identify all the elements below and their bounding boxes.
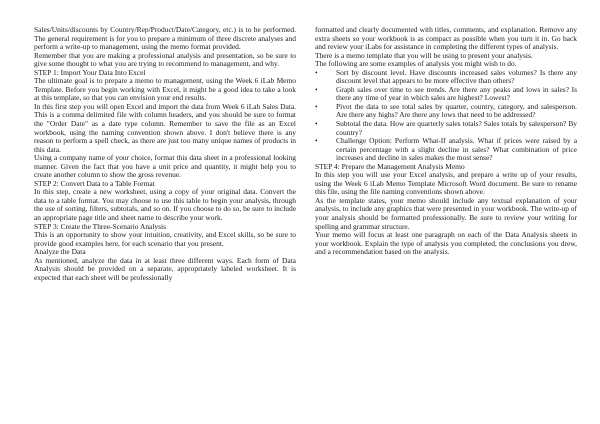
paragraph: As the template states, your memo should include any textual explanation of your analysis, to include any graphics that were presented in your workbook. The write-up of your analysis should be formatted professionally. Be sure to review your writing for spelling and grammar structure.: [315, 195, 577, 231]
bullet-dot: •: [315, 119, 318, 129]
paragraph: In this step you will use your Excel analysis, and prepare a write up of your results, using the Week 6 iLab Memo Template Microsoft Word document. Be sure to rename this file, using the file naming conventions shown above.: [315, 170, 577, 197]
paragraph: Sales/Units/discounts by Country/Rep/Product/Date/Category, etc.) is to be performed. The general requirement is for you to prepare a minimum of three discrete analyses and perform a write-up to management, using the memo format provided.: [34, 25, 296, 52]
bullet-text: Challenge Option: Perform What-If analysis. What if prices were raised by a certain percentage with a slight decline in sales? What combination of price increases and decline in sales makes the most sense?: [336, 136, 577, 163]
bullet-text: Graph sales over time to see trends. Are there any peaks and lows in sales? Is there any time of year in which sales are highest? Lowest?: [336, 84, 577, 103]
paragraph: As mentioned, analyze the data in at least three different ways. Each form of Data Analysis should be provided on a separate, appropriately labeled worksheet. It is expected that each sheet will be professionally: [34, 255, 296, 282]
paragraph: This is an opportunity to show your intuition, creativity, and Excel skills, so be sure to provide good examples here, for each scenario that you present.: [34, 230, 296, 248]
bullet-dot: •: [315, 101, 318, 111]
bullet-item: [315, 120, 577, 137]
paragraph: The following are some examples of analysis you might wish to do.: [315, 59, 517, 69]
paragraph: Using a company name of your choice, format this data sheet in a professional looking manner. Given the fact that you have a unit price and quantity, it might help you to create another column to show the gross revenue.: [34, 153, 296, 180]
bullet-text: Sort by discount level. Have discounts increased sales volumes? Is there any discount level that appears to be more effective than others?: [336, 67, 577, 86]
bullet-dot: •: [315, 67, 318, 77]
paragraph: The ultimate goal is to prepare a memo to management, using the Week 6 iLab Memo Template. Before you begin working with Excel, it might be a good idea to take a look at this template, so that you can envision your end results.: [34, 76, 296, 103]
step-heading: STEP 1: Import Your Data Into Excel: [34, 67, 146, 77]
bullet-dot: •: [315, 136, 318, 146]
left-column: [34, 26, 296, 282]
paragraph: In this first step you will open Excel and import the data from Week 6 iLab Sales Data. This is a comma delimited file with column headers, and you should be sure to format the "Order Date" as a date type column. Remember to save the file as an Excel workbook, using the naming convention shown above. I don't believe there is any reason to perform a spell check, as there are just too many unique names of products in this data.: [34, 101, 296, 154]
section-heading: Analyze the Data: [34, 247, 86, 257]
bullet-item: [315, 137, 577, 163]
bullet-text: Subtotal the data. How are quarterly sales totals? Sales totals by salesperson? By country?: [336, 119, 577, 137]
paragraph: Remember that you are making a professional analysis and presentation, so be sure to give some thought to what you are trying to recommend to management, and why.: [34, 50, 296, 69]
paragraph: formatted and clearly documented with titles, comments, and explanation. Remove any extra sheets so your workbook is as compact as possible when you turn it in. Go back and review your iLabs for assistance in completing the different types of analysis.: [315, 25, 577, 52]
bullet-item: [315, 103, 577, 120]
step-heading: STEP 4: Prepare the Management Analysis Memo: [315, 161, 465, 171]
step-heading: STEP 3: Create the Three-Scenario Analysis: [34, 221, 166, 231]
right-column: [315, 26, 577, 257]
bullet-item: [315, 86, 577, 103]
paragraph: There is a memo template that you will be using to present your analysis.: [315, 50, 533, 60]
bullet-dot: •: [315, 84, 318, 94]
bullet-text: Pivot the data to see total sales by quarter, country, category, and salesperson. Are there any highs? Are there any lows that need to be addressed?: [336, 101, 577, 120]
step-heading: STEP 2: Convert Data to a Table Format: [34, 178, 155, 188]
bullet-item: [315, 69, 577, 86]
paragraph: In this step, create a new worksheet, using a copy of your original data. Convert the data to a table format. You may choose to use this table to begin your analysis, through the use of sorting, filters, subtotals, and so on. If you choose to do so, be sure to include an appropriate page title and sheet name to describe your work.: [34, 187, 296, 223]
paragraph: Your memo will focus at least one paragraph on each of the Data Analysis sheets in your workbook. Explain the type of analysis you completed, the conclusions you drew, and a recommendation based on the analysis.: [315, 230, 577, 257]
